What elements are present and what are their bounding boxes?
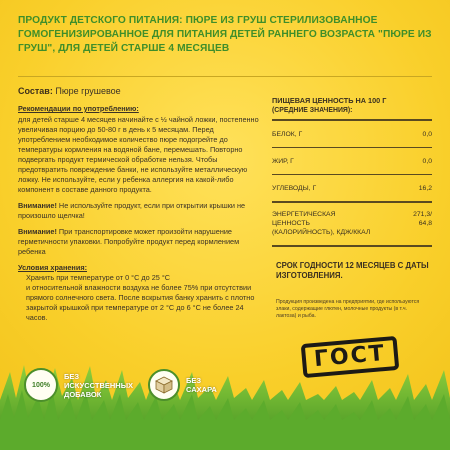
nutrition-row-value: 0,0 [422, 131, 432, 138]
recommendations-title: Рекомендации по употреблению: [18, 104, 139, 113]
composition-value: Пюре грушевое [55, 86, 121, 96]
energy-value-kcal: 64,8 [418, 220, 432, 227]
info-left-column [18, 86, 260, 323]
warning-2-text: При транспортировке может произойти нарушение герметичности упаковки. Попробуйте продукт перед кормлением ребенка [18, 227, 240, 256]
warning-2 [18, 227, 260, 257]
nutrition-divider [272, 201, 432, 203]
nutrition-row-name: УГЛЕВОДЫ, Г [272, 185, 317, 192]
storage-line-2: и относительной влажности воздуха не более 75% при отсутствии прямого солнечного света. После вскрытия банку хранить с плотно закрытой крышкой при температуре от 2 °C до 6 °C не более 24 часов. [26, 283, 255, 322]
nutrition-divider [272, 147, 432, 148]
no-sugar-label: БЕЗ САХАРА [186, 376, 217, 394]
storage-title: Условия хранения: [18, 263, 88, 272]
gost-stamp: ГОСТ [301, 336, 400, 378]
recommendations-text: для детей старше 4 месяцев начинайте с ½ чайной ложки, постепенно увеличивая порцию до 50-80 г в день к 5 месяцам. Перед употреблением необходимое количество пюре подогрейте до температуры кормления на водяной бане, перемешать. Повторно подвергать продукт термической обработке нельзя. Чтобы предотвратить повреждение банки, не используйте металлическую ложку. Не используйте, если у ребенка аллергия на какой-либо компонент в составе данного продукта. [18, 115, 259, 194]
energy-name: ЭНЕРГЕТИЧЕСКАЯ ЦЕННОСТЬ (КАЛОРИЙНОСТЬ), КДЖ/ККАЛ [272, 211, 371, 236]
nutrition-row-value: 16,2 [418, 185, 432, 192]
product-badges [24, 368, 226, 402]
natural-badge-icon [24, 368, 58, 402]
nutrition-divider [272, 245, 432, 247]
shelf-life: СРОК ГОДНОСТИ 12 МЕСЯЦЕВ С ДАТЫ ИЗГОТОВЛЕНИЯ. [276, 261, 429, 280]
nutrition-row-carbs [272, 177, 432, 199]
no-additives-label: БЕЗ ИСКУССТВЕННЫХ ДОБАВОК [64, 371, 134, 399]
product-title: ПРОДУКТ ДЕТСКОГО ПИТАНИЯ: ПЮРЕ ИЗ ГРУШ СТЕРИЛИЗОВАННОЕ ГОМОГЕНИЗИРОВАННОЕ ДЛЯ ПИТАНИЯ ДЕТЕЙ РАННЕГО ВОЗРАСТА "ПЮРЕ ИЗ ГРУШ", ДЛЯ ДЕТЕЙ СТАРШЕ 4 МЕСЯЦЕВ [18, 15, 432, 54]
nutrition-divider [272, 174, 432, 175]
warning-1-text: Не используйте продукт, если при открытии крышки не произошло щелчка! [18, 201, 246, 220]
energy-values [413, 210, 432, 237]
production-note: Продукция произведена на предприятии, где используются злаки, содержащие глютен, молочные продукты (в т.ч. лактоза) и рыба. [276, 299, 420, 319]
nutrition-subtitle: (СРЕДНИЕ ЗНАЧЕНИЯ): [272, 107, 353, 114]
warning-1-label: Внимание! [18, 201, 57, 210]
nutrition-row-protein [272, 123, 432, 145]
nutrition-row-value: 0,0 [422, 158, 432, 165]
natural-badge-label: 100% [32, 381, 50, 389]
energy-value-kj: 271,3/ [413, 211, 432, 218]
nutrition-row-name: ЖИР, Г [272, 158, 294, 165]
header-divider [18, 76, 432, 77]
composition [18, 86, 260, 96]
warning-2-label: Внимание! [18, 227, 57, 236]
nutrition-row-name: БЕЛОК, Г [272, 131, 303, 138]
nutrition-panel [272, 96, 432, 320]
storage-line-1: Хранить при температуре от 0 °C до 25 °C [26, 273, 171, 282]
sugar-cube-icon [148, 369, 180, 401]
composition-label: Состав: [18, 86, 53, 96]
nutrition-title: ПИЩЕВАЯ ЦЕННОСТЬ НА 100 Г [272, 96, 387, 105]
warning-1 [18, 201, 260, 221]
nutrition-divider [272, 119, 432, 121]
nutrition-row-fat [272, 150, 432, 172]
nutrition-row-energy [272, 205, 432, 243]
